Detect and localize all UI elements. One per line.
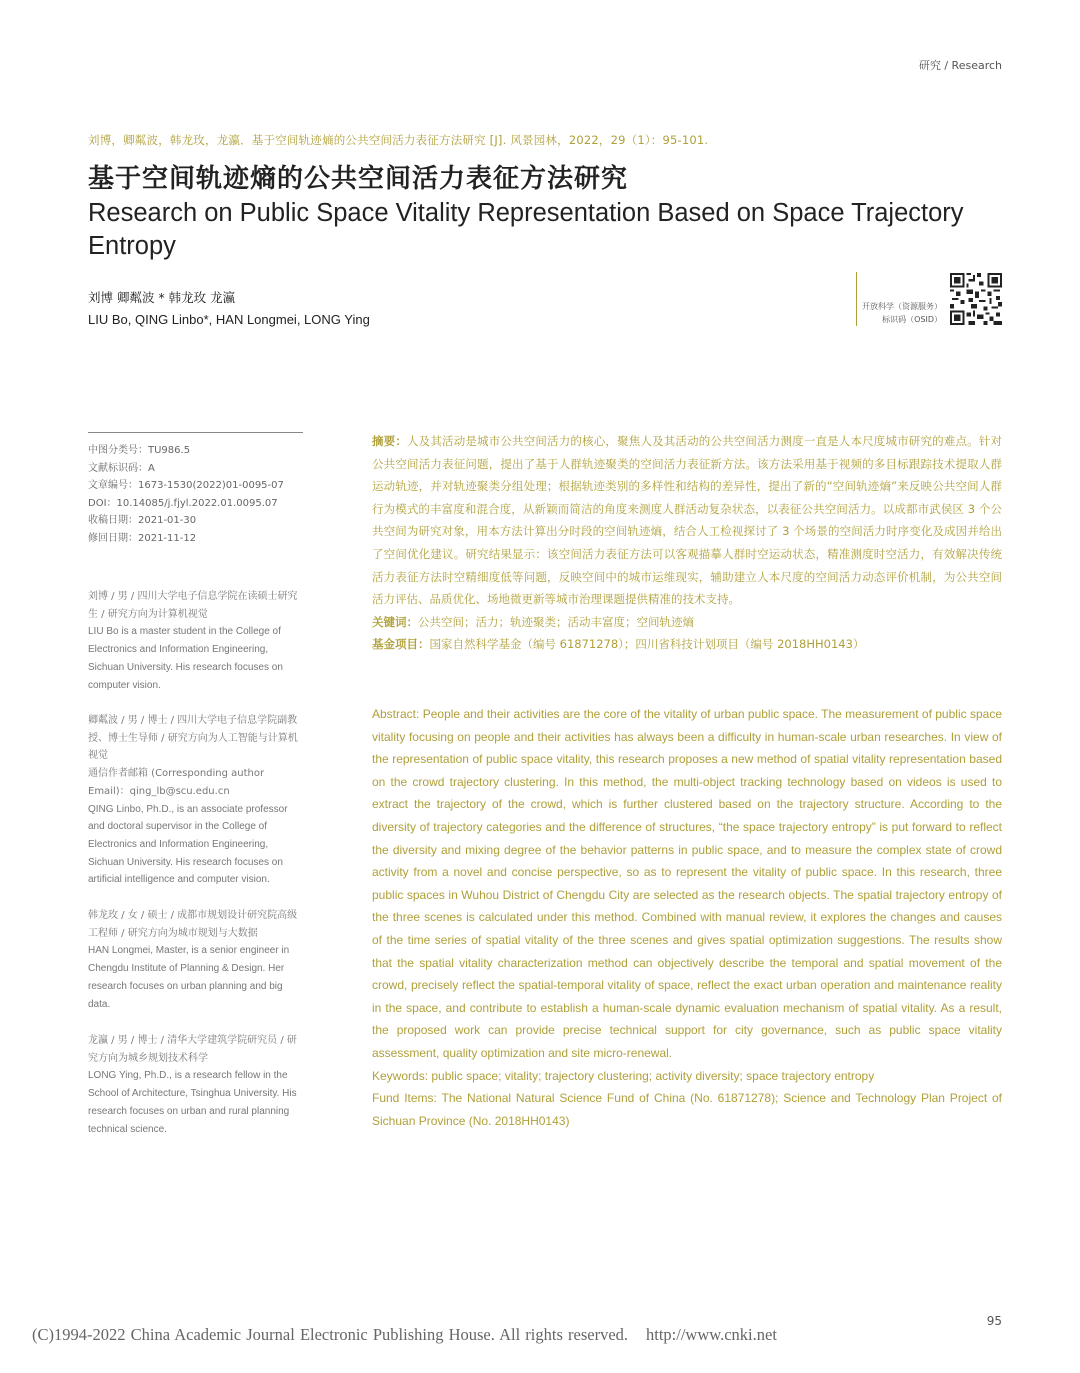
abstract-en-text: People and their activities are the core of the vitality of urban public space. The measurement of public space vitality focusing on people and their activities has always been a difficulty in human-scale urban researches. In view of the representation of public space vitality, this research proposes a new method of spatial vitality representation based on the crowd trajectory clustering. In this method, the multi-object tracking technology based on videos is used to extract the trajectory of the crowd, which is further clustered based on the trajectory structure. According to the diversity of trajectory categories and the difference of structures, “the space trajectory entropy” is put forward to reflect the diversity and mixing degree of the behavior patterns in public space, and to measure the complex state of crowd activity from a novel and concise perspective, so as to represent the vitality of public space. In this research, three public spaces in Wuhou District of Chengdu City are selected as the research objects. The spatial trajectory entropy of the three scenes is calculated under this method. Combined with manual review, it explores the changes and causes of the time series of spatial vitality of the three scenes and gives spatial optimization suggestions. The results show that the spatial vitality characterization method can objectively describe the temporal and spatial movement of the crowd, precisely reflect the spatial-temporal vitality of space, reflect the exact urban operation and maintenance reality in the space, and contribute to establish a human-scale dynamic evaluation mechanism of spatial vitality. As a result, the proposed work can provide precise technical support for city governance, such as public space vitality assessment, quality optimization and site micro-renewal.	[372, 707, 1002, 1060]
meta-doi[interactable]: DOI：10.14085/j.fjyl.2022.01.0095.07	[88, 497, 278, 509]
meta-article-no: 文章编号：1673-1530(2022)01-0095-07	[88, 480, 284, 491]
keywords-en-label: Keywords:	[372, 1068, 429, 1083]
osid-label	[850, 300, 942, 326]
keywords-cn	[372, 611, 1002, 634]
bio-cn: 刘博 / 男 / 四川大学电子信息学院在读硕士研究生 / 研究方向为计算机视觉	[88, 591, 298, 620]
cnki-link[interactable]: http://www.cnki.net	[646, 1325, 777, 1344]
meta-received: 收稿日期：2021-01-30	[88, 515, 197, 526]
authors-chinese: 刘博 卿粼波 * 韩龙玫 龙瀛	[88, 290, 236, 305]
meta-doc-code: 文献标识码：A	[88, 462, 155, 474]
authors-english: LIU Bo, QING Linbo*, HAN Longmei, LONG Ying	[88, 312, 370, 327]
fund-en	[372, 1087, 1002, 1132]
fund-cn-label: 基金项目：	[372, 637, 430, 652]
qr-code-icon[interactable]	[950, 273, 1002, 325]
meta-clc: 中图分类号：TU986.5	[88, 445, 191, 456]
bio-cn: 龙瀛 / 男 / 博士 / 清华大学建筑学院研究员 / 研究方向为城乡规划技术科学	[88, 1035, 297, 1064]
author-bio-qing	[88, 712, 304, 889]
bio-en: LONG Ying, Ph.D., is a research fellow in the School of Architecture, Tsinghua University. His research focuses on urban and rural planning technical science.	[88, 1070, 297, 1135]
section-tag: 研究 / Research	[918, 59, 1002, 72]
abstract-chinese	[372, 430, 1002, 656]
title-english: Research on Public Space Vitality Representation Based on Space Trajectory Entropy	[88, 199, 964, 260]
citation: 刘博，卿粼波，韩龙玫，龙瀛．基于空间轨迹熵的公共空间活力表征方法研究 [J]. 风景园林，2022，29（1）：95-101.	[88, 133, 709, 147]
page-number: 95	[986, 1314, 1002, 1328]
abstract-en-label: Abstract:	[372, 707, 420, 721]
keywords-cn-label: 关键词：	[372, 614, 418, 629]
bio-en: QING Linbo, Ph.D., is an associate professor and doctoral supervisor in the College of Electronics and Information Engineering, Sichuan University. His research focuses on artificial intelligence and computer vision.	[88, 803, 288, 886]
osid-label-line2: 标识码（OSID）	[882, 315, 942, 324]
bio-en: HAN Longmei, Master, is a senior engineer in Chengdu Institute of Planning & Design. Her research focuses on urban planning and big data.	[88, 945, 290, 1010]
author-bio-long	[88, 1032, 304, 1138]
keywords-en	[372, 1065, 1002, 1088]
abstract-cn-label: 摘要：	[372, 434, 408, 448]
fund-en-label: Fund Items:	[372, 1091, 437, 1106]
keywords-en-text: public space; vitality; trajectory clustering; activity diversity; space trajectory entropy	[431, 1068, 875, 1083]
author-bio-han	[88, 907, 304, 1013]
bio-cn: 卿粼波 / 男 / 博士 / 四川大学电子信息学院副教授、博士生导师 / 研究方向为人工智能与计算机视觉	[88, 715, 298, 762]
bio-en: LIU Bo is a master student in the College of Electronics and Information Engineering, Sichuan University. His research focuses on computer vision.	[88, 626, 283, 691]
abstract-cn-body	[372, 430, 1002, 611]
meta-revised: 修回日期：2021-11-12	[88, 532, 197, 544]
title-chinese: 基于空间轨迹熵的公共空间活力表征方法研究	[88, 164, 629, 194]
copyright-text: (C)1994-2022 China Academic Journal Electronic Publishing House. All rights reserved.	[32, 1325, 629, 1344]
metadata-divider	[88, 432, 303, 433]
bio-cn: 韩龙玫 / 女 / 硕士 / 成都市规划设计研究院高级工程师 / 研究方向为城市规划与大数据	[88, 910, 298, 939]
author-bio-liu	[88, 588, 304, 694]
fund-cn	[372, 633, 1002, 656]
keywords-cn-text: 公共空间；活力；轨迹聚类；活动丰富度；空间轨迹熵	[418, 614, 694, 629]
bio-email[interactable]: 通信作者邮箱 (Corresponding author Email)：qing_lb@scu.edu.cn	[88, 768, 265, 797]
fund-en-text: The National Natural Science Fund of China (No. 61871278); Science and Technology Plan Project of Sichuan Province (No. 2018HH0143)	[372, 1091, 1003, 1128]
osid-label-line1: 开放科学（资源服务）	[862, 302, 942, 311]
cnki-footer	[32, 1325, 777, 1345]
fund-cn-text: 国家自然科学基金（编号 61871278）；四川省科技计划项目（编号 2018HH0143）	[429, 637, 865, 652]
abstract-english	[372, 703, 1002, 1132]
abstract-cn-text: 人及其活动是城市公共空间活力的核心，聚焦人及其活动的公共空间活力测度一直是人本尺度城市研究的难点。针对公共空间活力表征问题，提出了基于人群轨迹聚类的空间活力表征新方法。该方法采用基于视频的多目标跟踪技术提取人群运动轨迹，并对轨迹聚类分组处理；根据轨迹类别的多样性和结构的差异性，提出了新的“空间轨迹熵”来反映公共空间人群行为模式的丰富度和混合度，从新颖而简洁的角度来测度人群活动复杂状态，以表征公共空间活力。以成都市武侯区 3 个公共空间为研究对象，用本方法计算出分时段的空间轨迹熵，结合人工检视探讨了 3 个场景的空间活力时序变化及成因并给出了空间优化建议。研究结果显示：该空间活力表征方法可以客观描摹人群时空运动状态，精准测度时空活力，有效解决传统活力表征方法时空精细度低等问题，反映空间中的城市运维现实，辅助建立人本尺度的空间活力动态评价机制，为公共空间活力评估、品质优化、场地微更新等城市治理课题提供精准的技术支持。	[372, 434, 1002, 607]
abstract-en-body	[372, 703, 1002, 1065]
article-metadata	[88, 442, 308, 547]
